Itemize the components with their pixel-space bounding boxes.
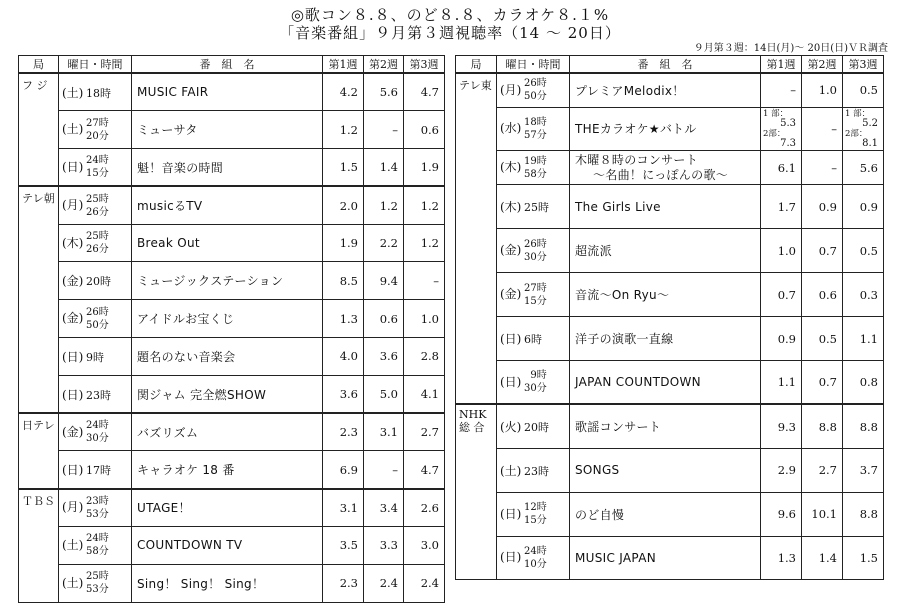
datetime-cell: (土) 27時 20分 <box>59 111 132 149</box>
week2-value: 3.4 <box>364 489 404 527</box>
week2-value: 5.6 <box>364 73 404 111</box>
week2-value: 0.5 <box>802 317 843 361</box>
week2-value: – <box>364 451 404 489</box>
program-name: musicるTV <box>132 186 323 224</box>
program-name: JAPAN COUNTDOWN <box>570 360 761 404</box>
week2-value: 3.6 <box>364 338 404 376</box>
week3-value: 2.6 <box>404 489 445 527</box>
page-title: ◎歌コン８.８、のど８.８、カラオケ８.１% <box>290 6 610 24</box>
week3-value: 1.0 <box>404 300 445 338</box>
week2-value: 0.7 <box>802 229 843 273</box>
ratings-table-right <box>455 55 884 580</box>
program-name: COUNTDOWN TV <box>132 527 323 565</box>
survey-note: ９月第３週：14日(月)〜 20日(日)ＶＲ調査 <box>693 43 888 54</box>
header-week2: 第2週 <box>364 56 404 74</box>
week2-value: 1.4 <box>802 536 843 580</box>
week3-value: 4.7 <box>404 451 445 489</box>
datetime-cell: (土) 24時 58分 <box>59 527 132 565</box>
week3-value: 1.9 <box>404 149 445 187</box>
header-datetime: 曜日・時間 <box>497 56 570 74</box>
week3-value: 0.8 <box>843 360 884 404</box>
header-week1: 第1週 <box>323 56 364 74</box>
program-name: プレミアMelodix！ <box>570 73 761 107</box>
part1-label: 1 部： <box>845 108 871 119</box>
part1-value: 5.3 <box>780 117 796 129</box>
part2-label: 2部： <box>763 128 786 139</box>
week2-value: 2.2 <box>364 224 404 262</box>
table-row <box>456 492 884 536</box>
datetime-cell: (土) 25時 53分 <box>59 564 132 602</box>
table-row <box>19 300 445 338</box>
week3-value: 1.2 <box>404 224 445 262</box>
table-row <box>456 229 884 273</box>
week3-value: 2.7 <box>404 413 445 451</box>
datetime-cell: (金) 20時 <box>59 262 132 300</box>
week1-value: 3.5 <box>323 527 364 565</box>
datetime-cell: (土) 18時 <box>59 73 132 111</box>
program-name: ミュージックステーション <box>132 262 323 300</box>
header-program: 番 組 名 <box>570 56 761 74</box>
program-name: Break Out <box>132 224 323 262</box>
week1-value: 9.6 <box>761 492 802 536</box>
week2-value: 1.0 <box>802 73 843 107</box>
header-station: 局 <box>456 56 497 74</box>
datetime-cell: (日) 6時 <box>497 317 570 361</box>
table-row <box>19 413 445 451</box>
week1-value: 8.5 <box>323 262 364 300</box>
week1-value: 6.1 <box>761 151 802 185</box>
part1-value: 5.2 <box>862 117 878 129</box>
datetime-cell: (木) 25時 <box>497 185 570 229</box>
program-name: MUSIC JAPAN <box>570 536 761 580</box>
week1-value: 3.6 <box>323 375 364 413</box>
week3-value: 0.9 <box>843 185 884 229</box>
week3-value: 1.2 <box>404 186 445 224</box>
program-name: バズリズム <box>132 413 323 451</box>
week1-value: 0.9 <box>761 317 802 361</box>
table-row <box>19 149 445 187</box>
table-row <box>456 73 884 107</box>
datetime-cell: (月) 26時 50分 <box>497 73 570 107</box>
datetime-cell: (月) 23時 53分 <box>59 489 132 527</box>
week3-value: 1.5 <box>843 536 884 580</box>
table-row <box>456 273 884 317</box>
program-name: 洋子の演歌一直線 <box>570 317 761 361</box>
header-station: 局 <box>19 56 59 74</box>
program-name: 木曜８時のコンサート 〜名曲！にっぽんの歌〜 <box>570 151 761 185</box>
datetime-cell: (金) 24時 30分 <box>59 413 132 451</box>
week3-value: 5.6 <box>843 151 884 185</box>
datetime-cell: (金) 26時 50分 <box>59 300 132 338</box>
week3-value: – <box>404 262 445 300</box>
week3-value: 0.5 <box>843 73 884 107</box>
week2-value: 3.1 <box>364 413 404 451</box>
week1-value: 2.3 <box>323 564 364 602</box>
table-row <box>19 451 445 489</box>
table-row <box>456 107 884 151</box>
datetime-cell: (日) 9時 <box>59 338 132 376</box>
week3-value: 0.3 <box>843 273 884 317</box>
program-name: アイドルお宝くじ <box>132 300 323 338</box>
week2-value: 0.9 <box>802 185 843 229</box>
week1-value: 2.9 <box>761 448 802 492</box>
week2-value: 1.2 <box>364 186 404 224</box>
datetime-cell: (木) 19時 58分 <box>497 151 570 185</box>
datetime-cell: (日) 24時 10分 <box>497 536 570 580</box>
program-name: 関ジャム 完全燃SHOW <box>132 375 323 413</box>
program-name: ミューサタ <box>132 111 323 149</box>
program-name: THEカラオケ★バトル <box>570 107 761 151</box>
week3-value: 8.8 <box>843 492 884 536</box>
header-program: 番 組 名 <box>132 56 323 74</box>
week2-value: 5.0 <box>364 375 404 413</box>
week1-value: 1.5 <box>323 149 364 187</box>
week2-value: 3.3 <box>364 527 404 565</box>
header-week3: 第3週 <box>404 56 445 74</box>
table-row <box>456 536 884 580</box>
week2-value: 0.6 <box>802 273 843 317</box>
part2-value: 8.1 <box>862 137 878 149</box>
station-cell: ＴＢＳ <box>19 489 59 602</box>
datetime-cell: (月) 25時 26分 <box>59 186 132 224</box>
week2-value: 10.1 <box>802 492 843 536</box>
table-row <box>19 564 445 602</box>
header-datetime: 曜日・時間 <box>59 56 132 74</box>
week1-value: 1.3 <box>323 300 364 338</box>
datetime-cell: (日) 9時 30分 <box>497 360 570 404</box>
week3-value: 2.4 <box>404 564 445 602</box>
program-name: キャラオケ 18 番 <box>132 451 323 489</box>
ratings-table-left <box>18 55 445 603</box>
table-row <box>19 186 445 224</box>
table-row <box>456 151 884 185</box>
program-name: 魁！音楽の時間 <box>132 149 323 187</box>
datetime-cell: (水) 18時 57分 <box>497 107 570 151</box>
week1-value: 2.3 <box>323 413 364 451</box>
program-name: MUSIC FAIR <box>132 73 323 111</box>
table-row <box>19 73 445 111</box>
week1-value <box>761 107 802 151</box>
program-name: UTAGE！ <box>132 489 323 527</box>
week2-value: 8.8 <box>802 404 843 448</box>
station-cell: テレ朝 <box>19 186 59 413</box>
datetime-cell: (日) 23時 <box>59 375 132 413</box>
station-cell: 日テレ <box>19 413 59 489</box>
week1-value: 4.0 <box>323 338 364 376</box>
week3-value: 4.7 <box>404 73 445 111</box>
table-row <box>19 527 445 565</box>
program-name: 超流派 <box>570 229 761 273</box>
week1-value: 6.9 <box>323 451 364 489</box>
program-name: 音流〜On Ryu〜 <box>570 273 761 317</box>
program-name: のど自慢 <box>570 492 761 536</box>
week2-value: 0.7 <box>802 360 843 404</box>
datetime-cell: (火) 20時 <box>497 404 570 448</box>
datetime-cell: (日) 24時 15分 <box>59 149 132 187</box>
page-subtitle: 「音楽番組」９月第３週視聴率（14 〜 20日） <box>279 24 621 42</box>
table-row <box>19 338 445 376</box>
week1-value: – <box>761 73 802 107</box>
table-row <box>19 489 445 527</box>
week1-value: 1.0 <box>761 229 802 273</box>
week1-value: 3.1 <box>323 489 364 527</box>
week1-value: 1.3 <box>761 536 802 580</box>
table-row <box>456 448 884 492</box>
table-row <box>19 262 445 300</box>
program-name: SONGS <box>570 448 761 492</box>
datetime-cell: (金) 27時 15分 <box>497 273 570 317</box>
header-week3: 第3週 <box>843 56 884 74</box>
week3-value <box>843 107 884 151</box>
program-name: 題名のない音楽会 <box>132 338 323 376</box>
week1-value: 1.9 <box>323 224 364 262</box>
week3-value: 8.8 <box>843 404 884 448</box>
week3-value: 1.1 <box>843 317 884 361</box>
week1-value: 4.2 <box>323 73 364 111</box>
header-week1: 第1週 <box>761 56 802 74</box>
datetime-cell: (金) 26時 30分 <box>497 229 570 273</box>
program-name: The Girls Live <box>570 185 761 229</box>
week1-value: 0.7 <box>761 273 802 317</box>
week1-value: 9.3 <box>761 404 802 448</box>
week3-value: 0.6 <box>404 111 445 149</box>
part2-value: 7.3 <box>780 137 796 149</box>
week2-value: 1.4 <box>364 149 404 187</box>
datetime-cell: (日) 12時 15分 <box>497 492 570 536</box>
table-row <box>456 317 884 361</box>
datetime-cell: (日) 17時 <box>59 451 132 489</box>
week3-value: 2.8 <box>404 338 445 376</box>
week2-value: – <box>364 111 404 149</box>
table-row <box>19 224 445 262</box>
table-row <box>19 111 445 149</box>
week1-value: 1.2 <box>323 111 364 149</box>
week1-value: 2.0 <box>323 186 364 224</box>
part1-label: 1 部： <box>763 108 789 119</box>
week3-value: 3.0 <box>404 527 445 565</box>
station-cell: テレ東 <box>456 73 497 404</box>
header-week2: 第2週 <box>802 56 843 74</box>
table-row <box>19 375 445 413</box>
program-name: 歌謡コンサート <box>570 404 761 448</box>
week1-value: 1.1 <box>761 360 802 404</box>
table-row <box>456 360 884 404</box>
week2-value: 2.4 <box>364 564 404 602</box>
week3-value: 3.7 <box>843 448 884 492</box>
week2-value: 9.4 <box>364 262 404 300</box>
week3-value: 4.1 <box>404 375 445 413</box>
datetime-cell: (土) 23時 <box>497 448 570 492</box>
part2-label: 2部： <box>845 128 868 139</box>
week3-value: 0.5 <box>843 229 884 273</box>
table-row <box>456 404 884 448</box>
table-row <box>456 185 884 229</box>
datetime-cell: (木) 25時 26分 <box>59 224 132 262</box>
program-name: Sing！ Sing！ Sing！ <box>132 564 323 602</box>
week2-value: – <box>802 151 843 185</box>
week2-value: 0.6 <box>364 300 404 338</box>
station-cell: フ ジ <box>19 73 59 186</box>
station-cell: NHK 総 合 <box>456 404 497 580</box>
week2-value: 2.7 <box>802 448 843 492</box>
week1-value: 1.7 <box>761 185 802 229</box>
week2-value: – <box>802 107 843 151</box>
